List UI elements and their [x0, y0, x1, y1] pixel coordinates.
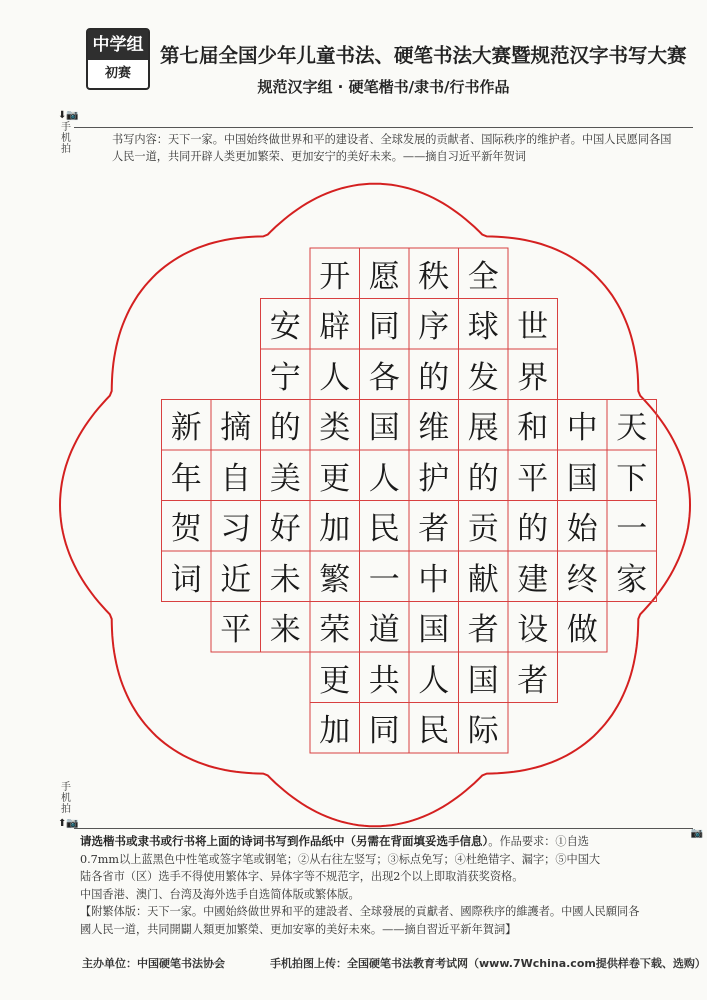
page-subtitle: 规范汉字组 · 硬笔楷书/隶书/行书作品	[257, 78, 510, 96]
requirements-line2: 0.7mm以上蓝黑色中性笔或签字笔或钢笔；②从右往左竖写；③标点免写；④杜绝错字、漏字；⑤中国大	[80, 852, 601, 866]
camera-icon: 📷	[690, 828, 703, 839]
grid-character: 贡	[467, 511, 499, 548]
camera-down-icon: ⬇📷	[58, 110, 79, 121]
grid-character: 平	[517, 460, 549, 497]
traditional-version-line1: 【附繁体版：天下一家。中國始終做世界和平的建設者、全球發展的貢獻者、國際秩序的維護者。中國人民願同各	[80, 905, 640, 918]
grid-character: 者	[517, 662, 549, 699]
grid-character: 道	[368, 612, 400, 649]
grid-character: 全	[467, 258, 499, 295]
grid-character: 共	[368, 662, 400, 699]
grid-character: 各	[368, 359, 400, 396]
grid-character: 中	[418, 561, 450, 598]
grid-character: 终	[566, 561, 598, 598]
traditional-version-line2: 國人民一道，共同開闢人類更加繁榮、更加安寧的美好未來。——摘自習近平新年賀詞】	[80, 922, 517, 936]
grid-character: 发	[467, 359, 499, 396]
side-label-top: 手 机 拍	[61, 122, 71, 155]
grid-character: 做	[566, 612, 598, 649]
grid-character: 民	[368, 511, 400, 548]
grid-character: 际	[467, 713, 499, 750]
grid-character: 摘	[220, 410, 252, 447]
grid-character: 中	[566, 410, 598, 447]
grid-character: 家	[616, 561, 648, 598]
grid-character: 来	[269, 612, 301, 649]
side-label-bottom: 手 机 拍	[61, 782, 71, 815]
grid-character: 国	[368, 410, 400, 447]
grid-character: 献	[467, 561, 499, 598]
grid-character: 好	[269, 511, 301, 548]
grid-character: 加	[319, 511, 351, 548]
organizer: 主办单位：中国硬笔书法协会	[82, 957, 225, 970]
grid-character: 更	[319, 460, 351, 497]
grid-character: 宁	[269, 359, 301, 396]
grid-character: 的	[467, 460, 499, 497]
grid-character: 愿	[368, 258, 400, 295]
grid-character: 同	[368, 713, 400, 750]
grid-character: 近	[220, 561, 252, 598]
grid-character: 同	[368, 309, 400, 346]
grid-character: 天	[616, 410, 648, 447]
grid-character: 一	[616, 511, 648, 548]
grid-character: 类	[319, 410, 351, 447]
requirements-line1: 。作品要求：①自选	[488, 835, 589, 848]
grid-character: 未	[269, 561, 301, 598]
page-title: 第七届全国少年儿童书法、硬笔书法大赛暨规范汉字书写大赛	[160, 44, 687, 67]
grid-character: 维	[418, 410, 450, 447]
requirements-line3: 陆各省市（区）选手不得使用繁体字、异体字等不规范字，出现2个以上即取消获奖资格。	[80, 870, 524, 883]
grid-character: 繁	[319, 561, 351, 598]
grid-character: 辟	[319, 309, 351, 346]
grid-character: 设	[517, 612, 549, 649]
grid-character: 世	[517, 309, 549, 346]
grid-character: 的	[517, 511, 549, 548]
grid-character: 美	[269, 460, 301, 497]
grid-character: 秩	[418, 258, 450, 295]
grid-character: 贺	[170, 511, 202, 548]
grid-character: 下	[616, 460, 648, 497]
grid-character: 护	[418, 460, 450, 497]
grid-character: 展	[467, 410, 499, 447]
writing-content-text: 天下一家。中国始终做世界和平的建设者、全球发展的贡献者、国际秩序的维护者。中国人民愿同各国人民一道，共同开辟人类更加繁荣、更加安宁的美好未来。——摘自习近平新年贺词	[112, 133, 672, 163]
grid-character: 加	[319, 713, 351, 750]
grid-character: 人	[418, 662, 450, 699]
grid-character: 国	[566, 460, 598, 497]
grid-character: 界	[517, 359, 549, 396]
badge-round-label: 初赛	[104, 66, 131, 81]
grid-character: 始	[566, 511, 598, 548]
grid-character: 民	[418, 713, 450, 750]
grid-character: 国	[467, 662, 499, 699]
requirements-line4: 中国香港、澳门、台湾及海外选手自选简体版或繁体版。	[80, 887, 360, 901]
grid-character: 者	[467, 612, 499, 649]
grid-character: 平	[220, 612, 252, 649]
grid-character: 人	[368, 460, 400, 497]
grid-character: 自	[220, 460, 252, 497]
grid-character: 开	[319, 258, 351, 295]
grid-character: 年	[170, 460, 202, 497]
grid-character: 人	[319, 359, 351, 396]
bottom-divider	[74, 828, 693, 829]
grid-character: 习	[220, 511, 252, 548]
upload-info: 手机拍图上传：全国硬笔书法教育考试网（www.7Wchina.com提供样卷下载、选购）	[270, 957, 706, 970]
grid-character: 球	[467, 309, 499, 346]
grid-character: 者	[418, 511, 450, 548]
grid-character: 建	[517, 561, 549, 598]
grid-character: 荣	[319, 612, 351, 649]
writing-content-label: 书写内容：	[112, 133, 168, 146]
grid-character: 的	[269, 410, 301, 447]
grid-character: 和	[517, 410, 549, 447]
grid-character: 安	[269, 309, 301, 346]
camera-up-icon: ⬆📷	[58, 818, 79, 829]
grid-character: 更	[319, 662, 351, 699]
grid-character: 一	[368, 561, 400, 598]
grid-character: 词	[170, 561, 202, 598]
requirements-lead: 请选楷书或隶书或行书将上面的诗词书写到作品纸中（另需在背面填妥选手信息）	[80, 834, 489, 848]
grid-character: 国	[418, 612, 450, 649]
grid-character: 新	[170, 410, 202, 447]
badge-group-label: 中学组	[88, 30, 148, 60]
grid-character: 的	[418, 359, 450, 396]
requirements	[80, 833, 695, 938]
grid-character: 序	[418, 309, 450, 346]
